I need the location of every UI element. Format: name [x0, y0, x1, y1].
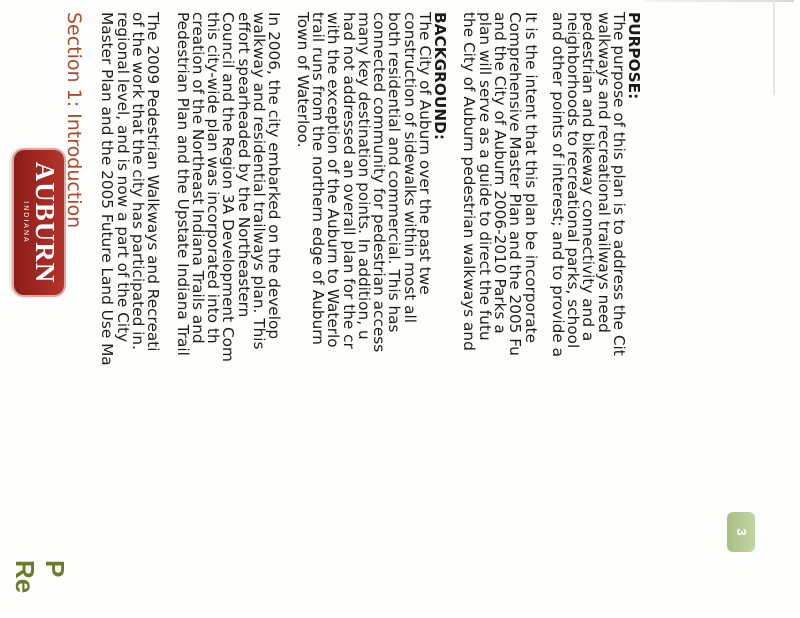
text-line: many key destination points. In addition, u [354, 12, 373, 340]
intent-paragraph [460, 12, 540, 618]
page-heading-line-1: P [40, 560, 70, 578]
text-line: The 2009 Pedestrian Walkways and Recreati [144, 12, 163, 352]
text-line: of the work that the city has participated in. [128, 12, 147, 350]
text-line: It is the intent that this plan be incorporate [521, 12, 540, 344]
text-line: neighborhoods to recreational parks, school [564, 12, 583, 349]
background-paragraph-1 [293, 12, 435, 618]
text-line: creation of the Northeast Indiana Trails and [188, 12, 207, 344]
logo-state: INDIANA [22, 201, 29, 244]
page-heading [10, 560, 70, 618]
text-line: Town of Waterloo. [293, 12, 312, 148]
text-line: regional level, and is now a part of the City [113, 12, 132, 343]
page-number: 3 [734, 528, 749, 536]
text-line: Master Plan and the 2005 Future Land Use Ma [98, 12, 117, 366]
text-line: Council and the Region 3A Development Com [219, 12, 238, 362]
text-line: Comprehensive Master Plan and the 2005 Fu [506, 12, 525, 356]
purpose-paragraph [550, 12, 626, 618]
text-line: plan will serve as a guide to direct the futu [475, 12, 494, 341]
text-line: effort spearheaded by the Northeastern [234, 12, 253, 318]
text-line: and the City of Auburn 2006-2010 Parks a [490, 12, 509, 334]
auburn-logo [14, 150, 64, 295]
text-line: both residential and commercial. This has [385, 12, 404, 333]
text-line: this city-wide plan was incorporated into th [204, 12, 223, 344]
text-line: walkway and residential trailways plan. This [250, 12, 269, 350]
background-paragraph-2 [173, 12, 284, 618]
text-line: construction of sidewalks within most all [400, 12, 419, 323]
text-line: the City of Auburn pedestrian walkways and [460, 12, 479, 351]
purpose-heading: PURPOSE: [625, 12, 643, 100]
text-line: trail runs from the northern edge of Auburn [308, 12, 327, 345]
text-line: walkways and recreational trailways need [594, 12, 613, 333]
page-content [63, 12, 642, 618]
text-line: Pedestrian Plan and the Upstate Indiana Trail [173, 12, 192, 356]
text-line: connected community for pedestrian access [370, 12, 389, 353]
text-line: had not addressed an overall plan for the cr [339, 12, 358, 349]
text-line: with the exception of the Auburn to Waterlo [324, 12, 343, 348]
margin-rule [644, 0, 794, 2]
logo-name: AUBURN [30, 161, 60, 284]
background-paragraph-3 [98, 12, 163, 618]
text-line: and other points of interest; and to provide a [548, 12, 567, 357]
header-rule [773, 0, 775, 95]
text-line: In 2006, the city embarked on the develop [265, 12, 284, 340]
page-number-badge [727, 512, 755, 552]
text-line: The City of Auburn over the past twe [416, 12, 435, 295]
section-title: Section 1: Introduction [63, 12, 86, 229]
background-heading: BACKGROUND: [431, 12, 450, 140]
text-line: pedestrian and bikeway connectivity and a [579, 12, 598, 342]
page-heading-line-2: Re [10, 560, 40, 594]
text-line: The purpose of this plan is to address the Cit [610, 12, 628, 356]
